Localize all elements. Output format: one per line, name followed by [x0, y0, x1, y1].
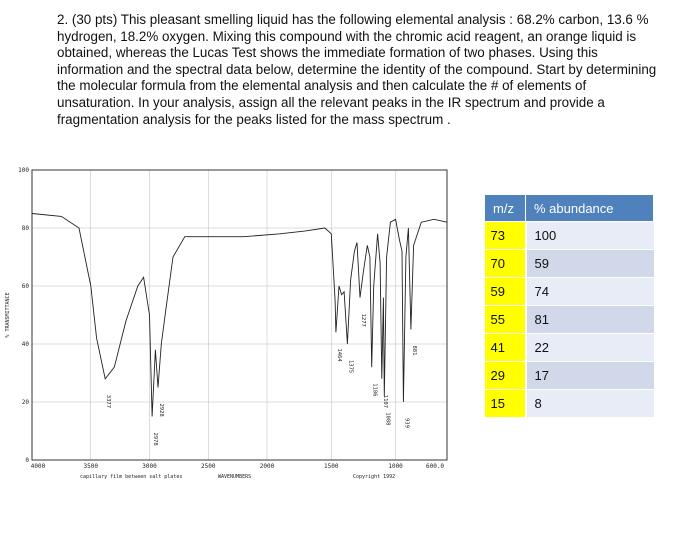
table-row: [485, 306, 654, 334]
table-row: [485, 390, 654, 418]
ir-peak-labels: [105, 314, 417, 446]
mass-spectrum-table: [484, 194, 654, 418]
ir-x-tick-label: 2500: [201, 463, 216, 470]
ir-peak-label: 2978: [152, 432, 159, 446]
ir-peak-label: 1375: [347, 360, 354, 374]
ir-x-tick-label: 1500: [324, 463, 339, 470]
abundance-cell: 8: [526, 390, 654, 418]
abundance-cell: 100: [526, 222, 654, 250]
ir-trace: [32, 214, 447, 417]
table-row: [485, 250, 654, 278]
ir-y-ticks: [18, 167, 29, 464]
mz-header: m/z: [485, 195, 526, 222]
ir-peak-label: 2928: [157, 403, 164, 417]
ir-x-tick-label: 600.0: [425, 463, 445, 470]
ir-footnote-right: Copyright 1992: [353, 474, 396, 480]
ir-peak-label: 881: [410, 345, 417, 356]
table-row: [485, 362, 654, 390]
mz-cell: 55: [485, 306, 526, 334]
ir-peak-label: 1107: [381, 394, 388, 409]
ir-y-tick-label: 40: [21, 341, 29, 348]
abundance-header: % abundance: [526, 195, 654, 222]
ir-y-tick-label: 20: [21, 399, 29, 406]
abundance-cell: 59: [526, 250, 654, 278]
mz-cell: 29: [485, 362, 526, 390]
ir-footnote-left: capillary film between salt plates: [80, 474, 183, 480]
ir-x-tick-label: 3000: [142, 463, 157, 470]
ir-x-tick-label: 4000: [30, 463, 46, 470]
abundance-cell: 22: [526, 334, 654, 362]
ir-y-tick-label: 80: [21, 225, 29, 232]
ir-x-tick-label: 1000: [388, 463, 403, 470]
ir-peak-label: 1186: [371, 383, 378, 397]
mz-cell: 41: [485, 334, 526, 362]
ir-peak-label: 939: [403, 418, 410, 428]
table-header-row: [485, 195, 654, 222]
mz-cell: 59: [485, 278, 526, 306]
mz-cell: 15: [485, 390, 526, 418]
ir-peak-label: 1464: [335, 348, 342, 362]
table-row: [485, 334, 654, 362]
ir-x-tick-label: 2000: [259, 463, 275, 470]
ir-peak-label: 1277: [359, 313, 366, 327]
mz-cell: 73: [485, 222, 526, 250]
ir-y-tick-label: 100: [18, 167, 29, 174]
abundance-cell: 74: [526, 278, 654, 306]
ir-x-ticks: [31, 463, 445, 470]
ir-y-tick-label: 60: [21, 283, 29, 290]
ir-xlabel: WAVENUMBERS: [218, 474, 252, 480]
ir-peak-label: 1088: [384, 412, 391, 426]
abundance-cell: 17: [526, 362, 654, 390]
table-row: [485, 278, 654, 306]
mz-cell: 70: [485, 250, 526, 278]
ir-spectrum: [0, 160, 470, 490]
abundance-cell: 81: [526, 306, 654, 334]
ir-y-tick-label: 0: [25, 457, 29, 464]
ir-ylabel: % TRANSMITTANCE: [5, 292, 11, 338]
table-row: [485, 222, 654, 250]
question-text: 2. (30 pts) This pleasant smelling liquid has the following elemental analysis : 68.2% carbon, 13.6 % hydrogen, 18.2% oxygen. Mixing this compound with the chromic acid reagent, an orange liquid is obtained, whereas the Lucas Test shows the immediate formation of two phases. Using this information and the spectral data below, determine the identity of the compound. Start by determining the molecular formula from the elemental analysis and then calculate the # of elements of unsaturation. In your analysis, assign all the relevant peaks in the IR spectrum and provide a fragmentation analysis for the peaks listed for the mass spectrum .: [57, 12, 657, 127]
ir-peak-label: 3377: [105, 394, 112, 409]
ir-x-tick-label: 3500: [83, 463, 98, 470]
